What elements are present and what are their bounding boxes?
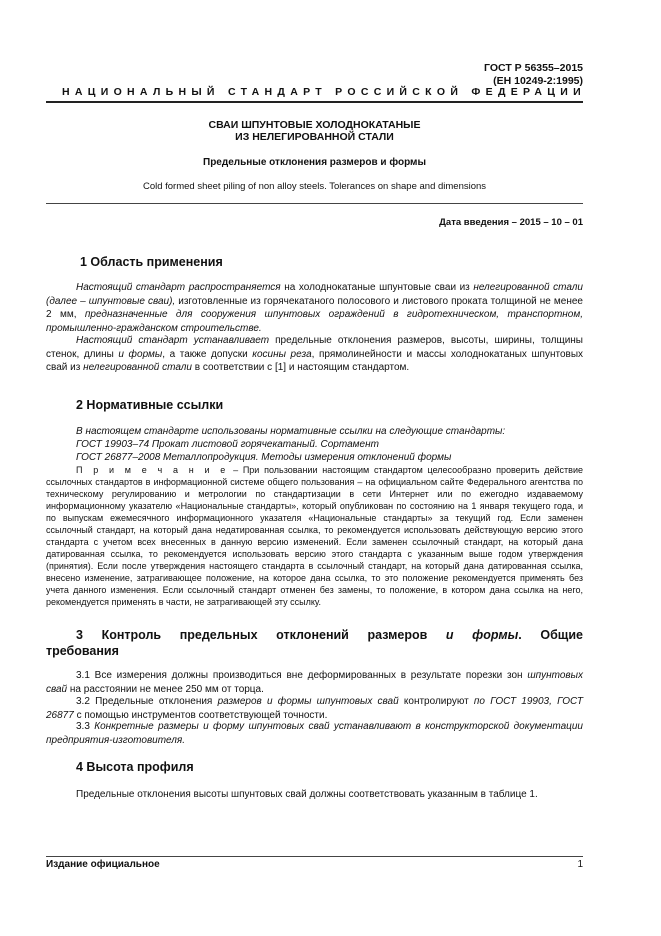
section-1-heading: 1 Область применения bbox=[80, 255, 223, 269]
s3-heading-c: . Общие bbox=[518, 628, 583, 642]
title-line-2: ИЗ НЕЛЕГИРОВАННОЙ СТАЛИ bbox=[235, 131, 394, 143]
introduction-date: Дата введения – 2015 – 10 – 01 bbox=[439, 217, 583, 228]
s1p2-c: и формы bbox=[118, 348, 163, 360]
section-3-paragraph-2 bbox=[46, 695, 583, 722]
s3p2-a: 3.2 Предельные отклонения bbox=[76, 696, 218, 707]
s3-heading-d: требования bbox=[46, 644, 119, 658]
s1p2-e: косины реза bbox=[252, 348, 312, 360]
s3p2-e: с помощью инструментов соответствующей точности. bbox=[73, 709, 328, 721]
note-label: П р и м е ч а н и е bbox=[76, 465, 229, 475]
s3-heading-b: и формы bbox=[445, 628, 519, 642]
title-divider bbox=[46, 203, 583, 204]
s1p2-h: в соответствии с [1] и настоящим стандартом. bbox=[191, 362, 410, 373]
section-2-note bbox=[46, 464, 583, 608]
s1p2-a: Настоящий стандарт устанавливает bbox=[76, 335, 270, 346]
s3p1-a: 3.1 Все измерения должны производиться вне деформированных в результате порезки зон bbox=[76, 670, 528, 681]
s3p2-b: размеров и формы шпунтовых свай bbox=[217, 696, 399, 707]
s3p2-c: контролируют bbox=[398, 696, 474, 707]
document-subtitle: Предельные отклонения размеров и формы bbox=[203, 157, 426, 168]
gost-number-block bbox=[484, 62, 583, 88]
s1p2-f: , прямолинейности и массы холоднокатаных шпунтовых свай из bbox=[46, 348, 584, 373]
document-title bbox=[46, 119, 583, 143]
s1p1-e: предназначенные для сооружения шпунтовых ограждений в гидротехническом, транспортном, промышленно-гражданском строительстве. bbox=[46, 309, 583, 334]
s3p3-a: 3.3 bbox=[76, 721, 95, 732]
gost-number: ГОСТ Р 56355–2015 bbox=[484, 62, 583, 74]
section-3-paragraph-3 bbox=[46, 720, 583, 747]
s3p1-b: шпунтовых свай bbox=[46, 670, 583, 695]
page-number: 1 bbox=[577, 859, 583, 870]
s3-heading-a: 3 Контроль предельных отклонений размеров bbox=[76, 628, 446, 642]
reference-gost-19903: ГОСТ 19903–74 Прокат листовой горячекатаный. Сортамент bbox=[76, 439, 379, 450]
official-edition-label: Издание официальное bbox=[46, 859, 160, 870]
reference-gost-26877: ГОСТ 26877–2008 Металлопродукция. Методы измерения отклонений формы bbox=[76, 452, 452, 463]
s1p1-b: на холоднокатаные шпунтовые сваи из bbox=[280, 282, 474, 293]
section-1-paragraph-2 bbox=[46, 334, 583, 375]
note-text: – При пользовании настоящим стандартом целесообразно проверить действие ссылочных стандартов в информационной системе общего пользования – на официальном сайте Федерального агентства по техническому регулированию и метрологии по стандартизации в сети Интернет или по ежегодно издаваемому информационному указателю «Национальные стандарты», который опубликован по состоянию на 1 января текущего года, и по выпускам ежемесячного информационного указателя «Национальные стандарты» за текущий год. Если заменен ссылочный стандарт, на который дана недатированная ссылка, то рекомендуется использовать действующую версию этого стандарта с учетом всех внесенных в данную версию изменений. Если заменен ссылочный стандарт, на который дана датированная ссылка, то рекомендуется использовать версию этого стандарта с указанным выше годом утверждения (принятия). Если после утверждения настоящего стандарта в ссылочный стандарт, на который дана датированная ссылка, внесено изменение, затрагивающее положение, на которое дана ссылка, то это положение рекомендуется применять без учета данного изменения. Если ссылочный стандарт отменен без замены, то положение, в котором дана ссылка на него, рекомендуется применять в части, не затрагивающей эту ссылку. bbox=[46, 465, 583, 607]
s3p3-b: Конкретные размеры и форму шпунтовых свай устанавливают в конструкторской документации предприятия-изготовителя. bbox=[46, 721, 583, 746]
s1p2-g: нелегированной стали bbox=[83, 362, 192, 373]
s1p2-b: предельные отклонения размеров, высоты, ширины, толщины стенок, длины bbox=[46, 335, 583, 360]
s1p2-d: , а также допуски bbox=[162, 348, 253, 360]
section-4-heading: 4 Высота профиля bbox=[76, 760, 194, 774]
section-2-intro: В настоящем стандарте использованы нормативные ссылки на следующие стандарты: bbox=[76, 426, 506, 437]
section-3-paragraph-1 bbox=[46, 669, 583, 696]
header-divider bbox=[46, 101, 583, 103]
footer-divider bbox=[46, 856, 583, 857]
s1p1-a: Настоящий стандарт распространяется bbox=[76, 282, 281, 293]
s1p1-d: изготовленные из горячекатаного полосового и листового проката толщиной не менее 2 мм, bbox=[46, 295, 583, 320]
s3p1-c: на расстоянии не менее 250 мм от торца. bbox=[67, 683, 264, 695]
en-number: (ЕН 10249-2:1995) bbox=[493, 75, 583, 87]
section-3-heading bbox=[46, 627, 583, 659]
s1p1-c: нелегированной стали (далее – шпунтовые сваи), bbox=[46, 282, 583, 307]
section-4-paragraph-1: Предельные отклонения высоты шпунтовых свай должны соответствовать указанным в таблице 1. bbox=[76, 789, 538, 800]
section-2-heading: 2 Нормативные ссылки bbox=[76, 398, 224, 412]
s3p2-d: по ГОСТ 19903, ГОСТ 26877 bbox=[46, 696, 583, 721]
title-line-1: СВАИ ШПУНТОВЫЕ ХОЛОДНОКАТАНЫЕ bbox=[208, 119, 421, 131]
english-title: Cold formed sheet piling of non alloy steels. Tolerances on shape and dimensions bbox=[142, 181, 487, 192]
section-1-paragraph-1 bbox=[46, 281, 583, 335]
national-standard-banner: НАЦИОНАЛЬНЫЙ СТАНДАРТ РОССИЙСКОЙ ФЕДЕРАЦИИ bbox=[62, 86, 586, 98]
